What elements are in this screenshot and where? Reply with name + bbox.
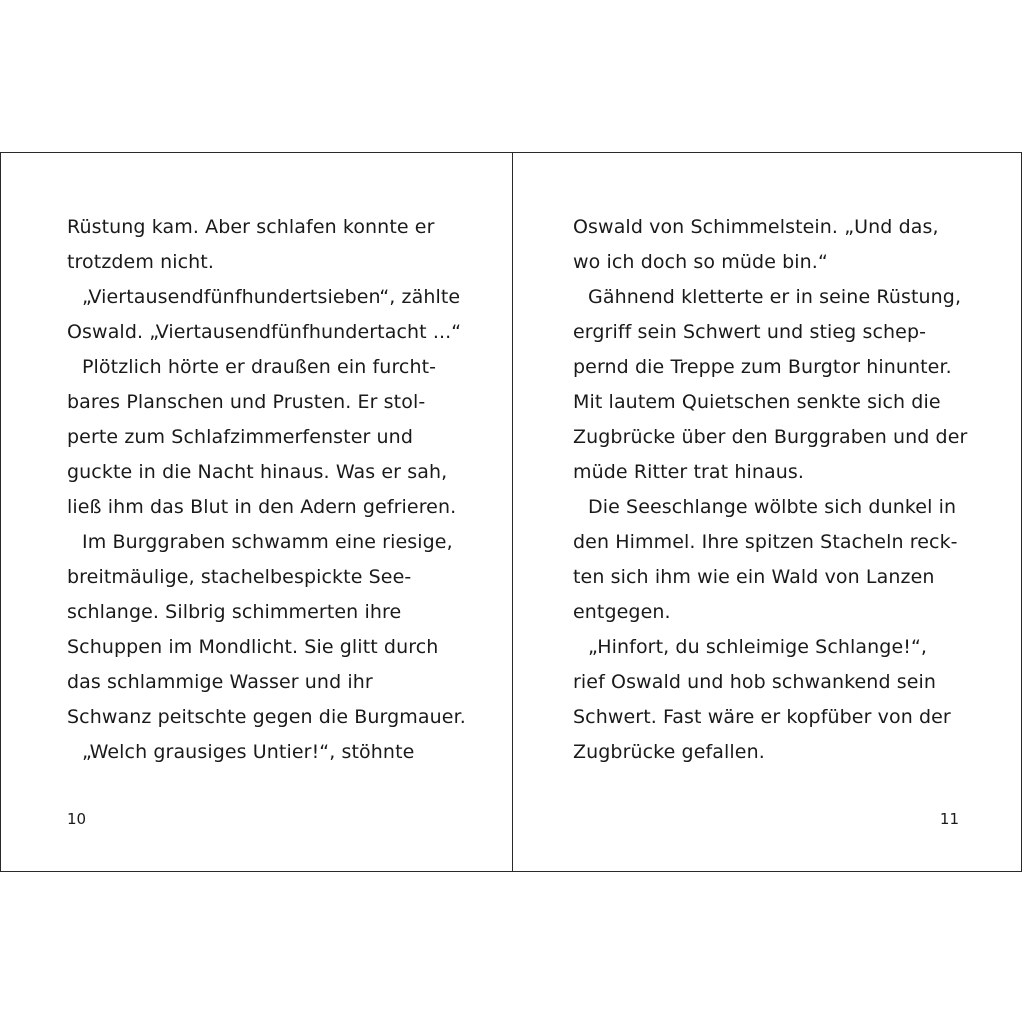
text-line: pernd die Treppe zum Burgtor hinunter. — [573, 356, 952, 378]
text-line: das schlammige Wasser und ihr — [67, 671, 373, 693]
left-page-text — [67, 210, 466, 770]
text-line: Gähnend kletterte er in seine Rüstung, — [588, 286, 962, 308]
text-line: „Welch grausiges Untier!“, stöhnte — [82, 741, 415, 763]
page-number-right: 11 — [939, 810, 959, 828]
text-line: den Himmel. Ihre spitzen Stacheln reck- — [573, 531, 958, 553]
text-line: Schwert. Fast wäre er kopfüber von der — [573, 706, 951, 728]
page-number-left: 10 — [67, 810, 87, 828]
text-line: „Viertausendfünfhundertsieben“, zählte — [82, 286, 461, 308]
text-line: schlange. Silbrig schimmerten ihre — [67, 601, 402, 623]
text-line: breitmäulige, stachelbespickte See- — [67, 566, 412, 588]
text-line: Oswald. „Viertausendfünfhundertacht ...“ — [67, 321, 462, 343]
text-line: ergriff sein Schwert und stieg schep- — [573, 321, 927, 343]
text-line: trotzdem nicht. — [67, 251, 214, 273]
text-line: Zugbrücke gefallen. — [573, 741, 765, 763]
text-line: Mit lautem Quietschen senkte sich die — [573, 391, 941, 413]
text-line: Die Seeschlange wölbte sich dunkel in — [588, 496, 957, 518]
text-line: Plötzlich hörte er draußen ein furcht- — [82, 356, 437, 378]
text-line: Im Burggraben schwamm eine riesige, — [82, 531, 453, 553]
text-line: wo ich doch so müde bin.“ — [573, 251, 828, 273]
text-line: Rüstung kam. Aber schlafen konnte er — [67, 216, 435, 238]
text-line: bares Planschen und Prusten. Er stol- — [67, 391, 426, 413]
text-line: guckte in die Nacht hinaus. Was er sah, — [67, 461, 448, 483]
book-spread — [0, 152, 1022, 872]
right-page — [513, 153, 1023, 871]
text-line: Oswald von Schimmelstein. „Und das, — [573, 216, 939, 238]
text-line: rief Oswald und hob schwankend sein — [573, 671, 937, 693]
text-line: Schuppen im Mondlicht. Sie glitt durch — [67, 636, 439, 658]
left-page — [1, 153, 512, 871]
text-line: perte zum Schlafzimmerfenster und — [67, 426, 413, 448]
text-line: Schwanz peitschte gegen die Burgmauer. — [67, 706, 466, 728]
text-line: ten sich ihm wie ein Wald von Lanzen — [573, 566, 935, 588]
right-page-text — [573, 210, 967, 770]
text-line: müde Ritter trat hinaus. — [573, 461, 805, 483]
text-line: Zugbrücke über den Burggraben und der — [573, 426, 968, 448]
text-line: ließ ihm das Blut in den Adern gefrieren. — [67, 496, 457, 518]
text-line: „Hinfort, du schleimige Schlange!“, — [588, 636, 928, 658]
text-line: entgegen. — [573, 601, 671, 623]
